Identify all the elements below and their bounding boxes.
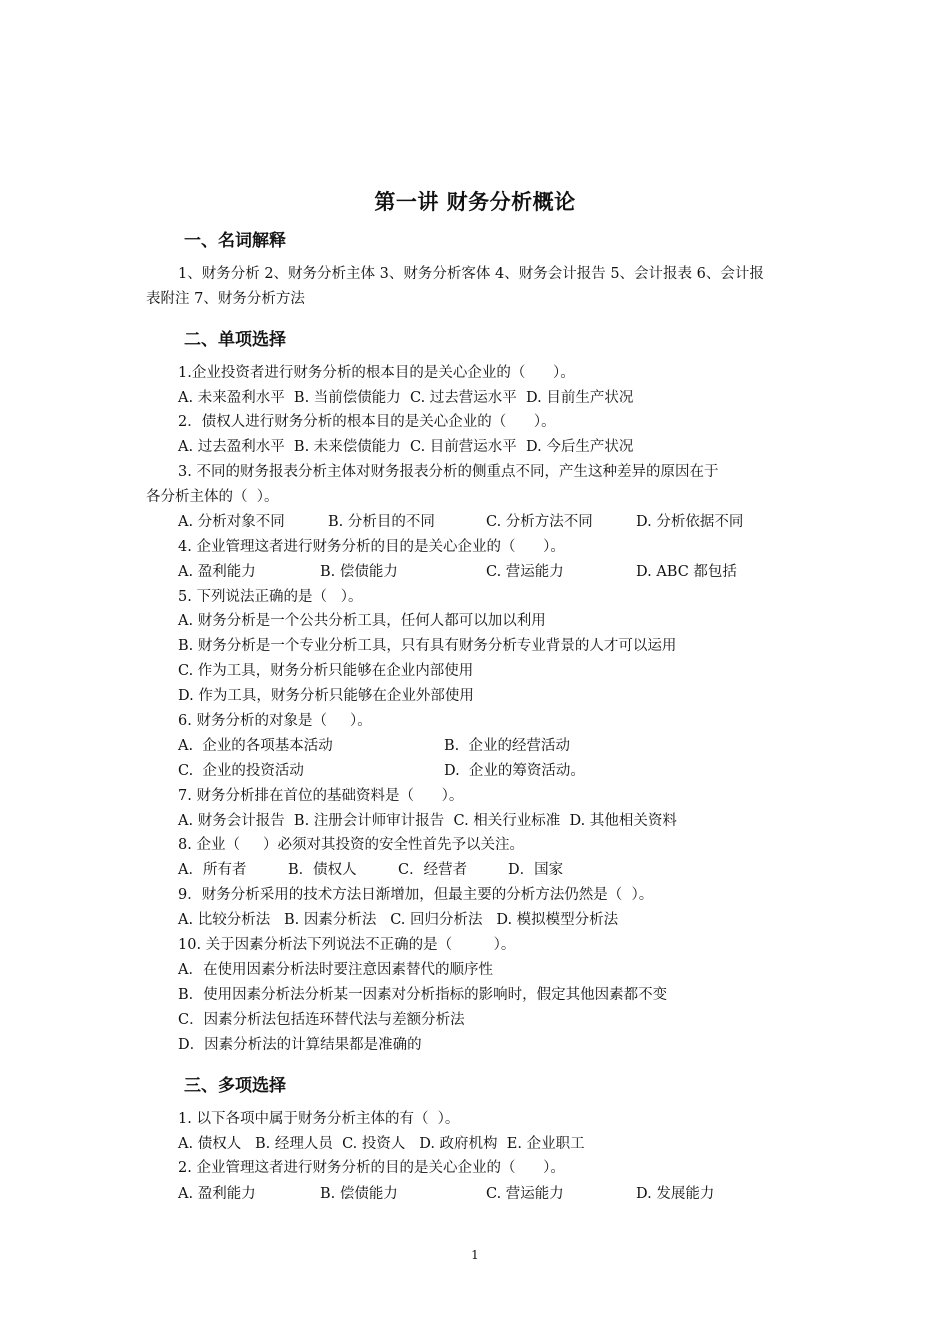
option: D. 分析依据不同 [636,514,744,530]
question-options [178,1184,715,1304]
question-option: A．在使用因素分析法时要注意因素替代的顺序性 [178,962,493,978]
question-text: 8. 企业（ ）必须对其投资的安全性首先予以关注。 [178,837,524,853]
question-option: C. 作为工具，财务分析只能够在企业内部使用 [178,663,474,679]
question-option: B．使用因素分析法分析某一因素对分析指标的影响时，假定其他因素都不变 [178,987,668,1003]
option: C. 分析方法不同 [486,514,593,530]
option: B. 企业的经营活动 [444,738,570,754]
question-text: 1.企业投资者进行财务分析的根本目的是关心企业的（ ）。 [178,365,575,381]
option: D. 企业的筹资活动。 [444,763,585,779]
option: A. 盈利能力 [178,1186,256,1202]
page-number: 1 [471,1248,479,1262]
question-option: D. 作为工具，财务分析只能够在企业外部使用 [178,688,474,704]
paragraph-line: 1、财务分析 2、财务分析主体 3、财务分析客体 4、财务会计报告 5、会计报表 6、会计报 [178,266,764,282]
section-heading-single-choice: 二、单项选择 [184,330,286,350]
question-options: A. 比较分析法 B. 因素分析法 C. 回归分析法 D. 模拟模型分析法 [178,912,619,928]
question-text: 各分析主体的（ ）。 [146,489,279,505]
option: B. 偿债能力 [320,1186,398,1202]
question-text: 1. 以下各项中属于财务分析主体的有（ ）。 [178,1111,460,1127]
question-text: 6. 财务分析的对象是（ ）。 [178,713,372,729]
option: C．经营者 [398,862,468,878]
section-heading-terms: 一、名词解释 [184,231,286,251]
option: C. 营运能力 [486,564,564,580]
option: B. 偿债能力 [320,564,398,580]
question-text: 2. 企业管理这者进行财务分析的目的是关心企业的（ ）。 [178,1160,565,1176]
option: D．国家 [508,862,564,878]
question-text: 4. 企业管理这者进行财务分析的目的是关心企业的（ ）。 [178,539,565,555]
question-option: B. 财务分析是一个专业分析工具，只有具有财务分析专业背景的人才可以运用 [178,638,677,654]
question-text: 7. 财务分析排在首位的基础资料是（ ）。 [178,788,464,804]
question-options: A. 过去盈利水平 B. 未来偿债能力 C. 目前营运水平 D. 今后生产状况 [178,439,634,455]
question-text: 9．财务分析采用的技术方法日渐增加，但最主要的分析方法仍然是（ ）。 [178,887,654,903]
option: D. 发展能力 [636,1186,715,1202]
question-option: D．因素分析法的计算结果都是准确的 [178,1037,422,1053]
question-text: 5. 下列说法正确的是（ ）。 [178,589,363,605]
option: A．所有者 [178,862,247,878]
option: D. ABC 都包括 [636,564,737,580]
question-text: 3. 不同的财务报表分析主体对财务报表分析的侧重点不同，产生这种差异的原因在于 [178,464,719,480]
question-text: 10. 关于因素分析法下列说法不正确的是（ ）。 [178,937,516,953]
page-title: 第一讲 财务分析概论 [374,190,576,214]
question-text: 2．债权人进行财务分析的根本目的是关心企业的（ ）。 [178,414,556,430]
question-option: A. 财务分析是一个公共分析工具，任何人都可以加以利用 [178,613,546,629]
question-options: A. 未来盈利水平 B. 当前偿债能力 C. 过去营运水平 D. 目前生产状况 [178,390,634,406]
section-heading-multiple-choice: 三、多项选择 [184,1076,286,1096]
question-option: C．因素分析法包括连环替代法与差额分析法 [178,1012,465,1028]
option: A. 盈利能力 [178,564,256,580]
option: B. 分析目的不同 [328,514,435,530]
option: A. 企业的各项基本活动 [178,738,333,754]
question-options: A. 债权人 B. 经理人员 C. 投资人 D. 政府机构 E. 企业职工 [178,1136,585,1152]
paragraph-line: 表附注 7、财务分析方法 [146,291,305,307]
option: C. 企业的投资活动 [178,763,304,779]
option: A. 分析对象不同 [178,514,285,530]
option: B．债权人 [288,862,357,878]
option: C. 营运能力 [486,1186,564,1202]
question-options: A. 财务会计报告 B. 注册会计师审计报告 C. 相关行业标准 D. 其他相关资料 [178,813,677,829]
